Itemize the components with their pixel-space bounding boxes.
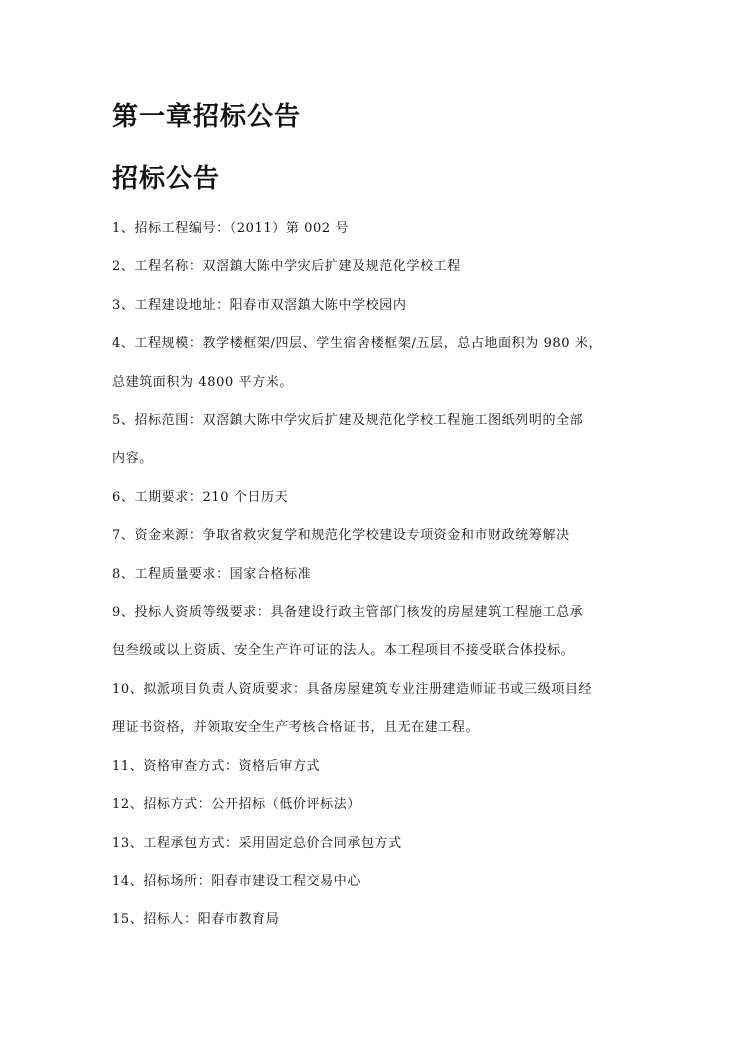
announcement-line: 4、工程规模：教学楼框架/四层、学生宿舍楼框架/五层，总占地面积为 980 米， bbox=[112, 336, 603, 352]
announcement-line: 14、招标场所：阳春市建设工程交易中心 bbox=[112, 873, 361, 889]
chapter-title: 第一章招标公告 bbox=[112, 102, 302, 132]
announcement-line: 3、工程建设地址：阳春市双滘鎮大陈中学校园内 bbox=[112, 297, 407, 313]
announcement-line: 6、工期要求：210 个日历天 bbox=[112, 489, 289, 505]
announcement-line: 包叁级或以上资质、安全生产许可证的法人。本工程项目不接受联合体投标。 bbox=[112, 643, 575, 659]
announcement-line: 13、工程承包方式：采用固定总价合同承包方式 bbox=[112, 835, 402, 851]
announcement-line: 15、招标人：阳春市教育局 bbox=[112, 912, 280, 928]
announcement-line: 内容。 bbox=[112, 451, 153, 467]
announcement-line: 9、投标人资质等级要求：具备建设行政主管部门核发的房屋建筑工程施工总承 bbox=[112, 605, 584, 621]
announcement-line: 1、招标工程编号：（2011）第 002 号 bbox=[112, 221, 350, 236]
announcement-line: 理证书资格，并领取安全生产考核合格证书，且无在建工程。 bbox=[112, 720, 480, 736]
announcement-line: 2、工程名称：双滘鎮大陈中学灾后扩建及规范化学校工程 bbox=[112, 259, 461, 275]
announcement-line: 12、招标方式：公开招标（低价评标法） bbox=[112, 797, 361, 813]
announcement-line: 总建筑面积为 4800 平方米。 bbox=[112, 374, 293, 390]
announcement-line: 11、资格审查方式：资格后审方式 bbox=[112, 758, 321, 774]
announcement-line: 10、拟派项目负责人资质要求：具备房屋建筑专业注册建造师证书或三级项目经 bbox=[112, 681, 593, 697]
announcement-line: 7、资金来源：争取省救灾复学和规范化学校建设专项资金和市财政统筹解决 bbox=[112, 528, 570, 544]
section-title: 招标公告 bbox=[112, 164, 221, 194]
announcement-list bbox=[112, 210, 642, 940]
announcement-line: 8、工程质量要求：国家合格标准 bbox=[112, 566, 312, 582]
announcement-line: 5、招标范围：双滘鎮大陈中学灾后扩建及规范化学校工程施工图纸列明的全部 bbox=[112, 413, 584, 429]
